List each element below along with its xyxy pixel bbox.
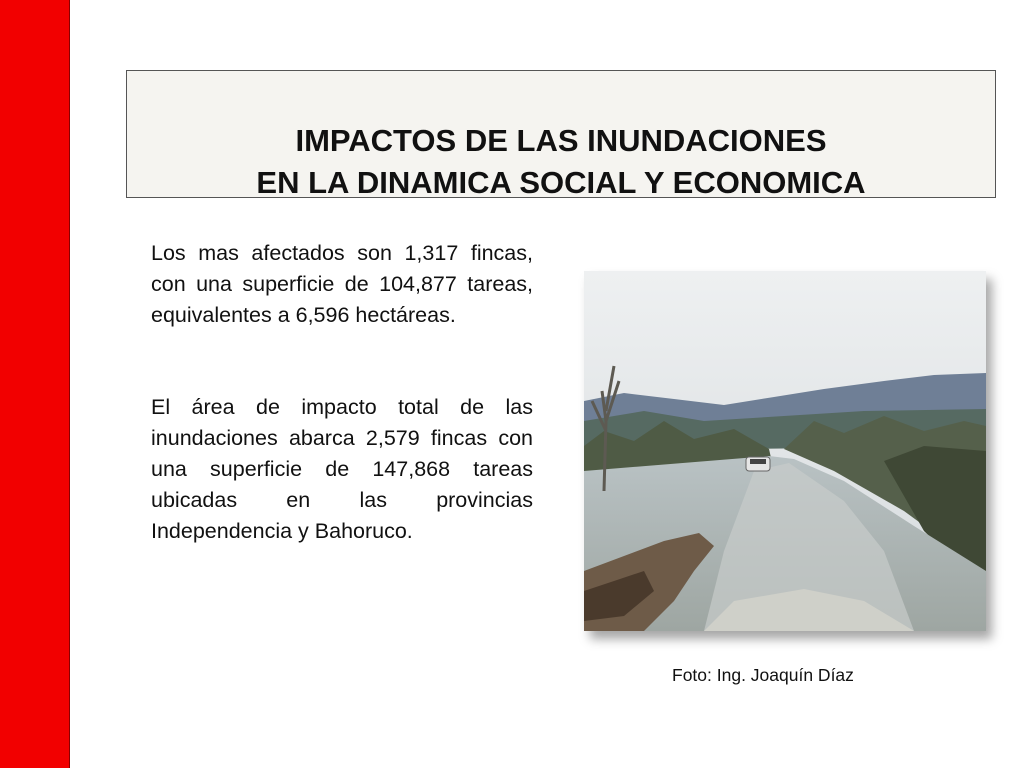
paragraph-impact-area: El área de impacto total de las inundaciones abarca 2,579 fincas con una superficie de 147,868 tareas ubicadas en las provincias Independencia y Bahoruco.: [151, 395, 533, 543]
flood-photo: [584, 271, 986, 631]
title-line-2: EN LA DINAMICA SOCIAL Y ECONOMICA: [256, 165, 866, 200]
title-line-1: IMPACTOS DE LAS INUNDACIONES: [295, 123, 827, 158]
paragraph-affected-farms: Los mas afectados son 1,317 fincas, con una superficie de 104,877 tareas, equivalentes a 6,596 hectáreas.: [151, 241, 533, 327]
photo-caption: Foto: Ing. Joaquín Díaz: [672, 665, 854, 685]
flooded-road-image: [584, 271, 986, 631]
red-side-bar: [0, 0, 70, 768]
title-box: [126, 70, 996, 198]
